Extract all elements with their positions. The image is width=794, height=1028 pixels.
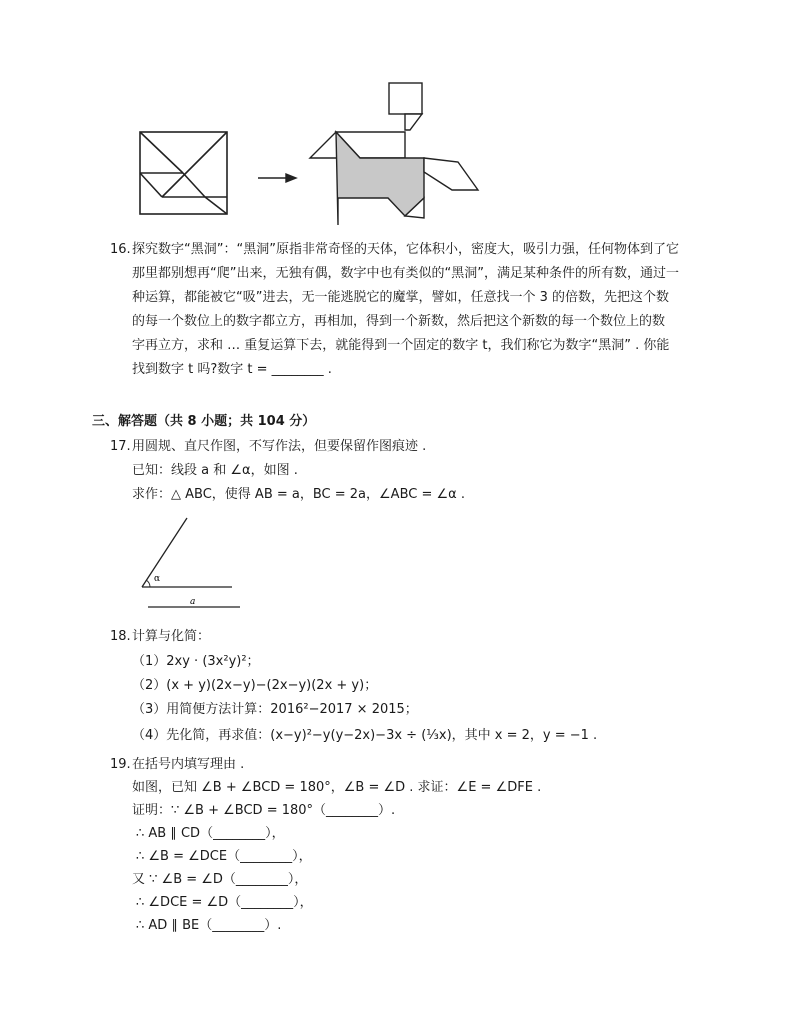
q16-number: 16. (110, 242, 131, 257)
q16-line: 字再立方，求和 … 重复运算下去，就能得到一个固定的数字 t，我们称它为数字“黑洞” . 你能 (132, 338, 670, 353)
q19-proof-line: ∴ ∠DCE = ∠D（________）， (136, 895, 313, 910)
q16-line: 找到数字 t 吗?数字 t = ________ . (132, 362, 332, 377)
q18-number: 18. (110, 629, 131, 644)
q17-line: 已知：线段 a 和 ∠α，如图 . (132, 463, 298, 478)
q17-line: 求作：△ ABC，使得 AB = a，BC = 2a，∠ABC = ∠α . (132, 487, 465, 502)
q19-given: 如图，已知 ∠B + ∠BCD = 180°，∠B = ∠D . 求证：∠E = ∠DFE . (132, 780, 542, 795)
q18-item: （1）2xy · (3x²y)²； (132, 654, 260, 669)
q16-line: 的每一个数位上的数字都立方，再相加，得到一个新数，然后把这个新数的每一个数位上的数 (132, 314, 666, 329)
q19-proof-line: ∴ ∠B = ∠DCE（________）， (136, 849, 312, 864)
q18-item: （2）(x + y)(2x−y)−(2x−y)(2x + y)； (132, 678, 378, 693)
section-title: 三、解答题（共 8 小题；共 104 分） (92, 414, 316, 429)
tangram-square (140, 132, 227, 214)
q18-item: （3）用简便方法计算：2016²−2017 × 2015； (132, 702, 418, 717)
q16-line: 那里都别想再“爬”出来，无独有偶，数字中也有类似的“黑洞”，满足某种条件的所有数，通过一 (132, 266, 679, 281)
q19-proof-line: ∴ AB ∥ CD（________）， (136, 826, 285, 841)
segment-label: a (190, 597, 196, 607)
q17-number: 17. (110, 439, 131, 454)
q16-line: 种运算，都能被它“吸”进去，无一能逃脱它的魔掌，譬如，任意找一个 3 的倍数，先把这个数 (132, 290, 670, 305)
angle-figure (130, 510, 260, 610)
q19-title: 在括号内填写理由 . (132, 757, 245, 772)
q17-line: 用圆规、直尺作图，不写作法，但要保留作图痕迹 . (132, 439, 427, 454)
tangram-horse (310, 83, 478, 225)
angle-label: α (154, 574, 161, 584)
q18-title: 计算与化简： (132, 629, 211, 644)
q19-proof-line: 又 ∵ ∠B = ∠D（________）， (132, 872, 308, 887)
q18-item: （4）先化简，再求值：(x−y)²−y(y−2x)−3x ÷ (⅓x)，其中 x = 2，y = −1 . (132, 728, 598, 743)
q19-number: 19. (110, 757, 131, 772)
tangram-figure (0, 0, 794, 240)
arrow-icon (258, 174, 296, 182)
q19-proof-line: ∴ AD ∥ BE（________）. (136, 918, 282, 933)
q19-proof-line: 证明：∵ ∠B + ∠BCD = 180°（________）. (132, 803, 396, 818)
q16-line: 探究数字“黑洞”：“黑洞”原指非常奇怪的天体，它体积小，密度大，吸引力强，任何物体到了它 (132, 242, 679, 257)
